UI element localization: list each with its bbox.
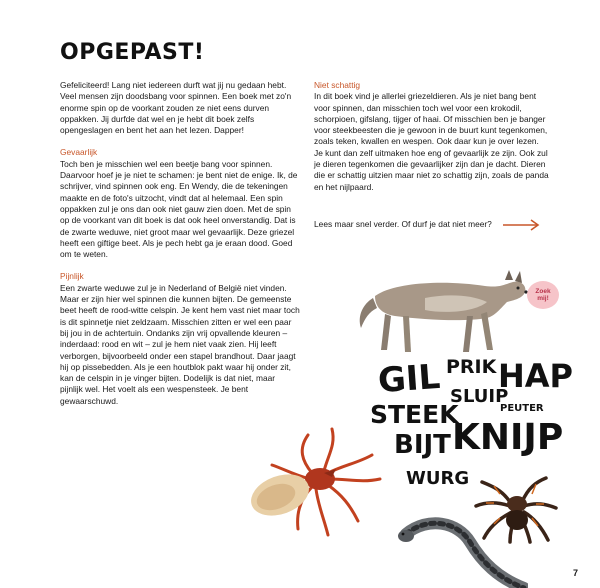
right-column [314, 80, 550, 204]
word-steek: STEEK [370, 400, 459, 429]
word-wurg: WURG [406, 468, 470, 489]
word-bijt: BIJT [394, 430, 451, 460]
snake-illustration [398, 512, 528, 588]
section-heading-gevaarlijk: Gevaarlijk [60, 147, 98, 158]
word-knijp: KNIJP [452, 417, 564, 458]
read-on-prompt [314, 219, 554, 231]
section-text-pijnlijk: Een zwarte weduwe zul je in Nederland of België niet vinden. Maar er zijn hier wel spinnen die kunnen bijten. De gemeenste beet heeft de rood-witte celspin. Je kent hem vast niet maar toch is dit spinnetje niet zeldzaam. Misschien zitten er wel een paar bij jou in de achtertuin. Ondanks zijn vrij opvallende kleuren – inderdaad: rood en wit – zul je hem niet vaak zien. Hij leeft verborgen, bijvoorbeeld onder een stapel brandhout. Daar jaagt hij op pissebedden. Als je een houtblok pakt waar hij onder zit, kan de celspin in je vinger bijten. Dodelijk is dat niet, maar pijnlijk wel. Het voelt als een wespensteek. Je bent gewaarschuwd. [60, 282, 300, 406]
word-hap: HAP [498, 357, 573, 395]
wolf-illustration [355, 258, 535, 358]
cellar-spider-illustration [232, 425, 392, 540]
intro-paragraph: Gefeliciteerd! Lang niet iedereen durft wat jij nu gedaan hebt. Veel mensen zijn doodsbang voor spinnen. Een boek met zo'n enorme spin op de voorkant zouden ze niet eens durven oppakken. Jij durfde dat wel en je hebt dit boek zelfs opengeslagen en bent het aan het lezen. Dapper! [60, 80, 292, 136]
word-sluip: SLUIP [450, 386, 509, 407]
page-title: OPGEPAST! [60, 40, 205, 65]
word-gil: GIL [376, 356, 442, 402]
arrow-right-icon [502, 219, 540, 231]
read-on-text: Lees maar snel verder. Of durf je dat niet meer? [314, 219, 492, 230]
search-me-text: Zoek mij! [535, 288, 551, 302]
word-prik: PRIK [446, 356, 497, 378]
section-heading-niet-schattig: Niet schattig [314, 80, 361, 90]
section-heading-pijnlijk: Pijnlijk [60, 271, 84, 282]
section-text-niet-schattig: In dit boek vind je allerlei griezeldieren. Als je niet bang bent voor spinnen, dan misschien toch wel voor een krokodil, schorpioen, gifslang, tijger of haai. Of misschien ben je banger voor steekbeesten die je gewoon in de buurt kunt tegenkomen, zoals teken, kwallen en wespen. Ook daar kun je over lezen. Je kunt dan zelf uitmaken hoe eng of gevaarlijk ze zijn. Ook zul je dieren tegenkomen die gevaarlijker zijn dan je dacht. Dieren die er schattig uitzien maar niet zo schattig zijn, zoals de panda en het nijlpaard. [314, 91, 549, 192]
search-me-badge [527, 281, 559, 309]
page-number: 7 [573, 568, 579, 578]
section-text-gevaarlijk: Toch ben je misschien wel een beetje bang voor spinnen. Daarvoor hoef je je niet te schamen: je bent niet de enige. Ik, de schrijver, vind spinnen ook eng. En Wendy, die de tekeningen maakte en de foto's uitzocht, vindt dat al helemaal. Een spin oppakken zul je ons dan ook niet gauw zien doen. Met de spin op de voorkant van dit boek is dat ook heel onverstandig. Dat is de zwarte weduwe, niet groot maar wel gevaarlijk. Deze griezel heeft een giftige beet. Als je pech hebt ga je eraan dood. Goed om te weten. [60, 158, 298, 260]
left-column [60, 80, 300, 418]
word-peuter: PEUTER [500, 403, 544, 414]
